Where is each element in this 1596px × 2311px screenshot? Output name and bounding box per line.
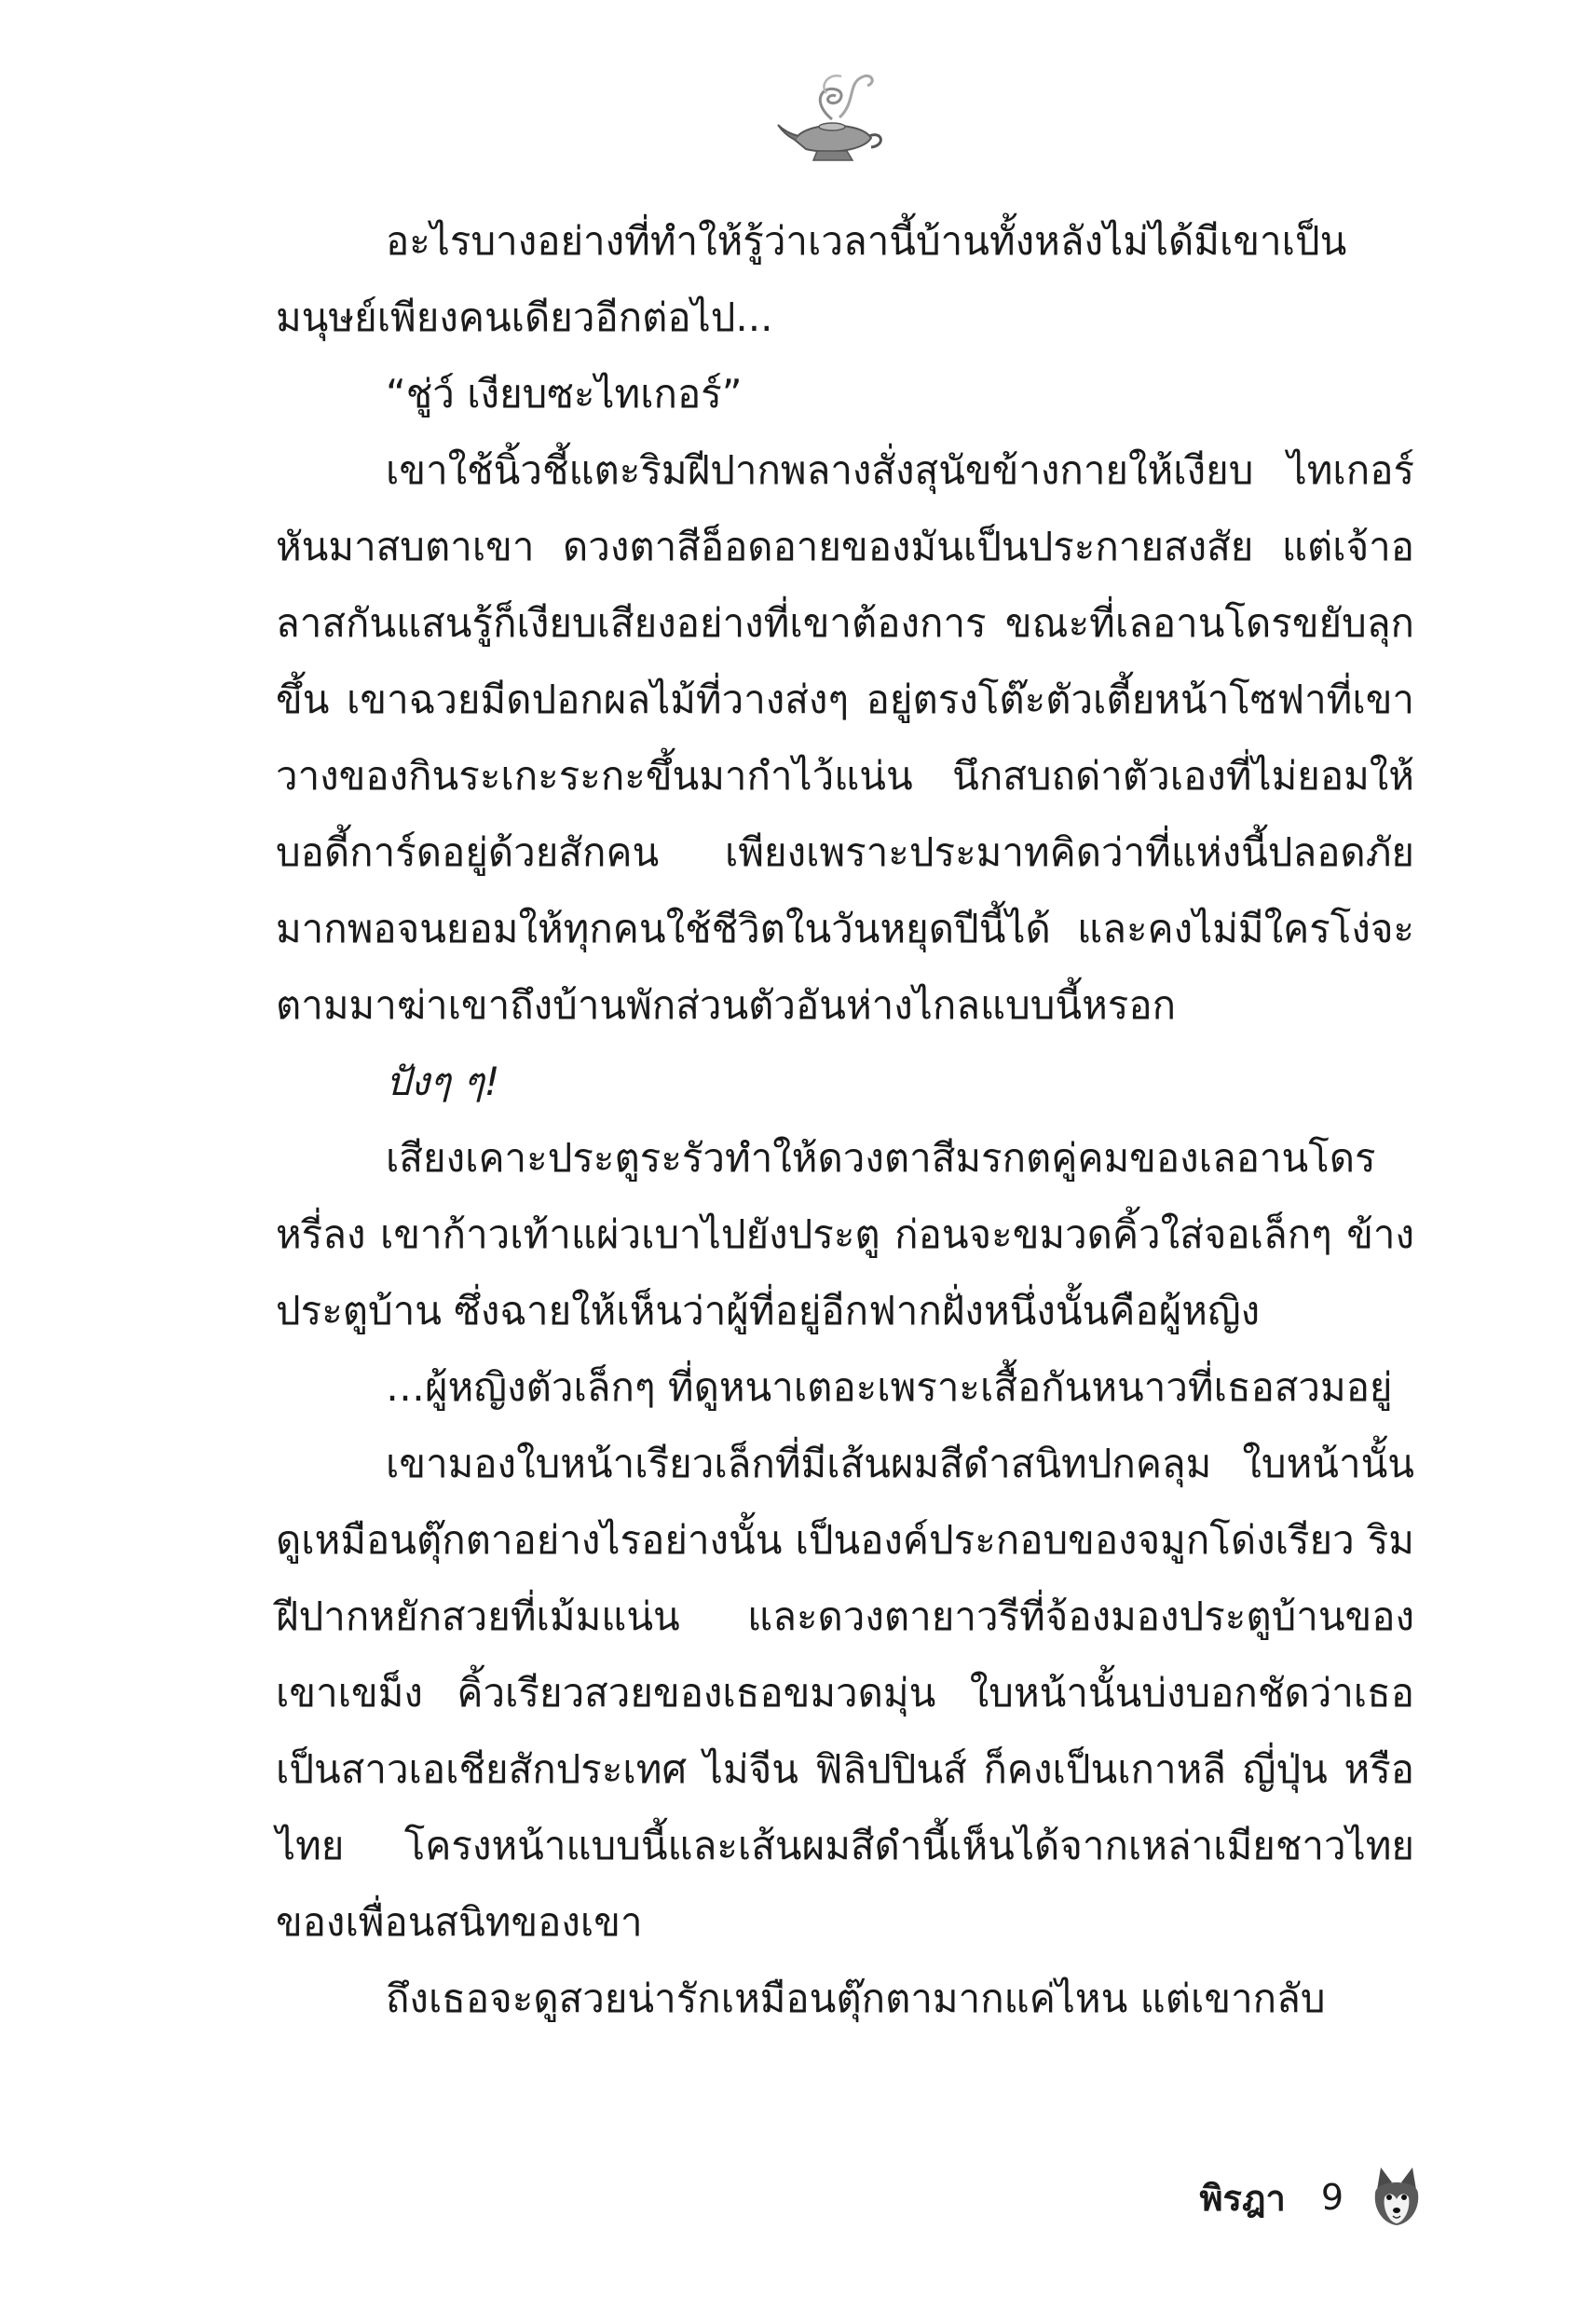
husky-dog-icon <box>1368 2166 1425 2229</box>
paragraph: ถึงเธอจะดูสวยน่ารักเหมือนตุ๊กตามากแค่ไหน แต่เขากลับ <box>386 1976 1326 2021</box>
paragraph-sound-effect: ปังๆ ๆ! <box>386 1059 500 1104</box>
paragraph: …ผู้หญิงตัวเล็กๆ ที่ดูหนาเตอะเพราะเสื้อกันหนาวที่เธอสวมอยู่ <box>386 1364 1393 1410</box>
page-footer <box>1165 2160 1425 2235</box>
page-number: 9 <box>1320 2177 1344 2218</box>
paragraph: เสียงเคาะประตูระรัวทำให้ดวงตาสีมรกตคู่คมของเลอานโดรหรี่ลง เขาก้าวเท้าแผ่วเบาไปยังประตู ก่อนจะขมวดคิ้วใส่จอเล็กๆ ข้างประตูบ้าน ซึ่งฉายให้เห็นว่าผู้ที่อยู่อีกฟากฝั่งหนึ่งนั้นคือผู้หญิง <box>276 1135 1414 1333</box>
author-name: พิรฎา <box>1199 2177 1286 2219</box>
paragraph: เขาใช้นิ้วชี้แตะริมฝีปากพลางสั่งสุนัขข้างกายให้เงียบ ไทเกอร์หันมาสบตาเขา ดวงตาสีอ็อดอายของมันเป็นประกายสงสัย แต่เจ้าอลาสกันแสนรู้ก็เงียบเสียงอย่างที่เขาต้องการ ขณะที่เลอานโดรขยับลุกขึ้น เขาฉวยมีดปอกผลไม้ที่วางส่งๆ อยู่ตรงโต๊ะตัวเตี้ยหน้าโซฟาที่เขาวางของกินระเกะระกะขึ้นมากำไว้แน่น นึกสบถด่าตัวเองที่ไม่ยอมให้บอดี้การ์ดอยู่ด้วยสักคน เพียงเพราะประมาทคิดว่าที่แห่งนี้ปลอดภัยมากพอจนยอมให้ทุกคนใช้ชีวิตในวันหยุดปีนี้ได้ และคงไม่มีใครโง่จะตามมาฆ่าเขาถึงบ้านพักส่วนตัวอันห่างไกลแบบนี้หรอก <box>276 447 1414 1028</box>
story-text <box>276 203 1414 2037</box>
paragraph: อะไรบางอย่างที่ทำให้รู้ว่าเวลานี้บ้านทั้งหลังไม่ได้มีเขาเป็นมนุษย์เพียงคนเดียวอีกต่อไป... <box>276 218 1347 340</box>
paragraph: “ชู่ว์ เงียบซะไทเกอร์” <box>386 371 743 417</box>
genie-lamp-icon <box>774 65 895 168</box>
paragraph: เขามองใบหน้าเรียวเล็กที่มีเส้นผมสีดำสนิทปกคลุม ใบหน้านั้นดูเหมือนตุ๊กตาอย่างไรอย่างนั้น เป็นองค์ประกอบของจมูกโด่งเรียว ริมฝีปากหยักสวยที่เม้มแน่น และดวงตายาวรีที่จ้องมองประตูบ้านของเขาเขม็ง คิ้วเรียวสวยของเธอขมวดมุ่น ใบหน้านั้นบ่งบอกชัดว่าเธอเป็นสาวเอเชียสักประเทศ ไม่จีน ฟิลิปปินส์ ก็คงเป็นเกาหลี ญี่ปุ่น หรือไทย โครงหน้าแบบนี้และเส้นผมสีดำนี้เห็นได้จากเหล่าเมียชาวไทยของเพื่อนสนิทของเขา <box>276 1441 1414 1945</box>
